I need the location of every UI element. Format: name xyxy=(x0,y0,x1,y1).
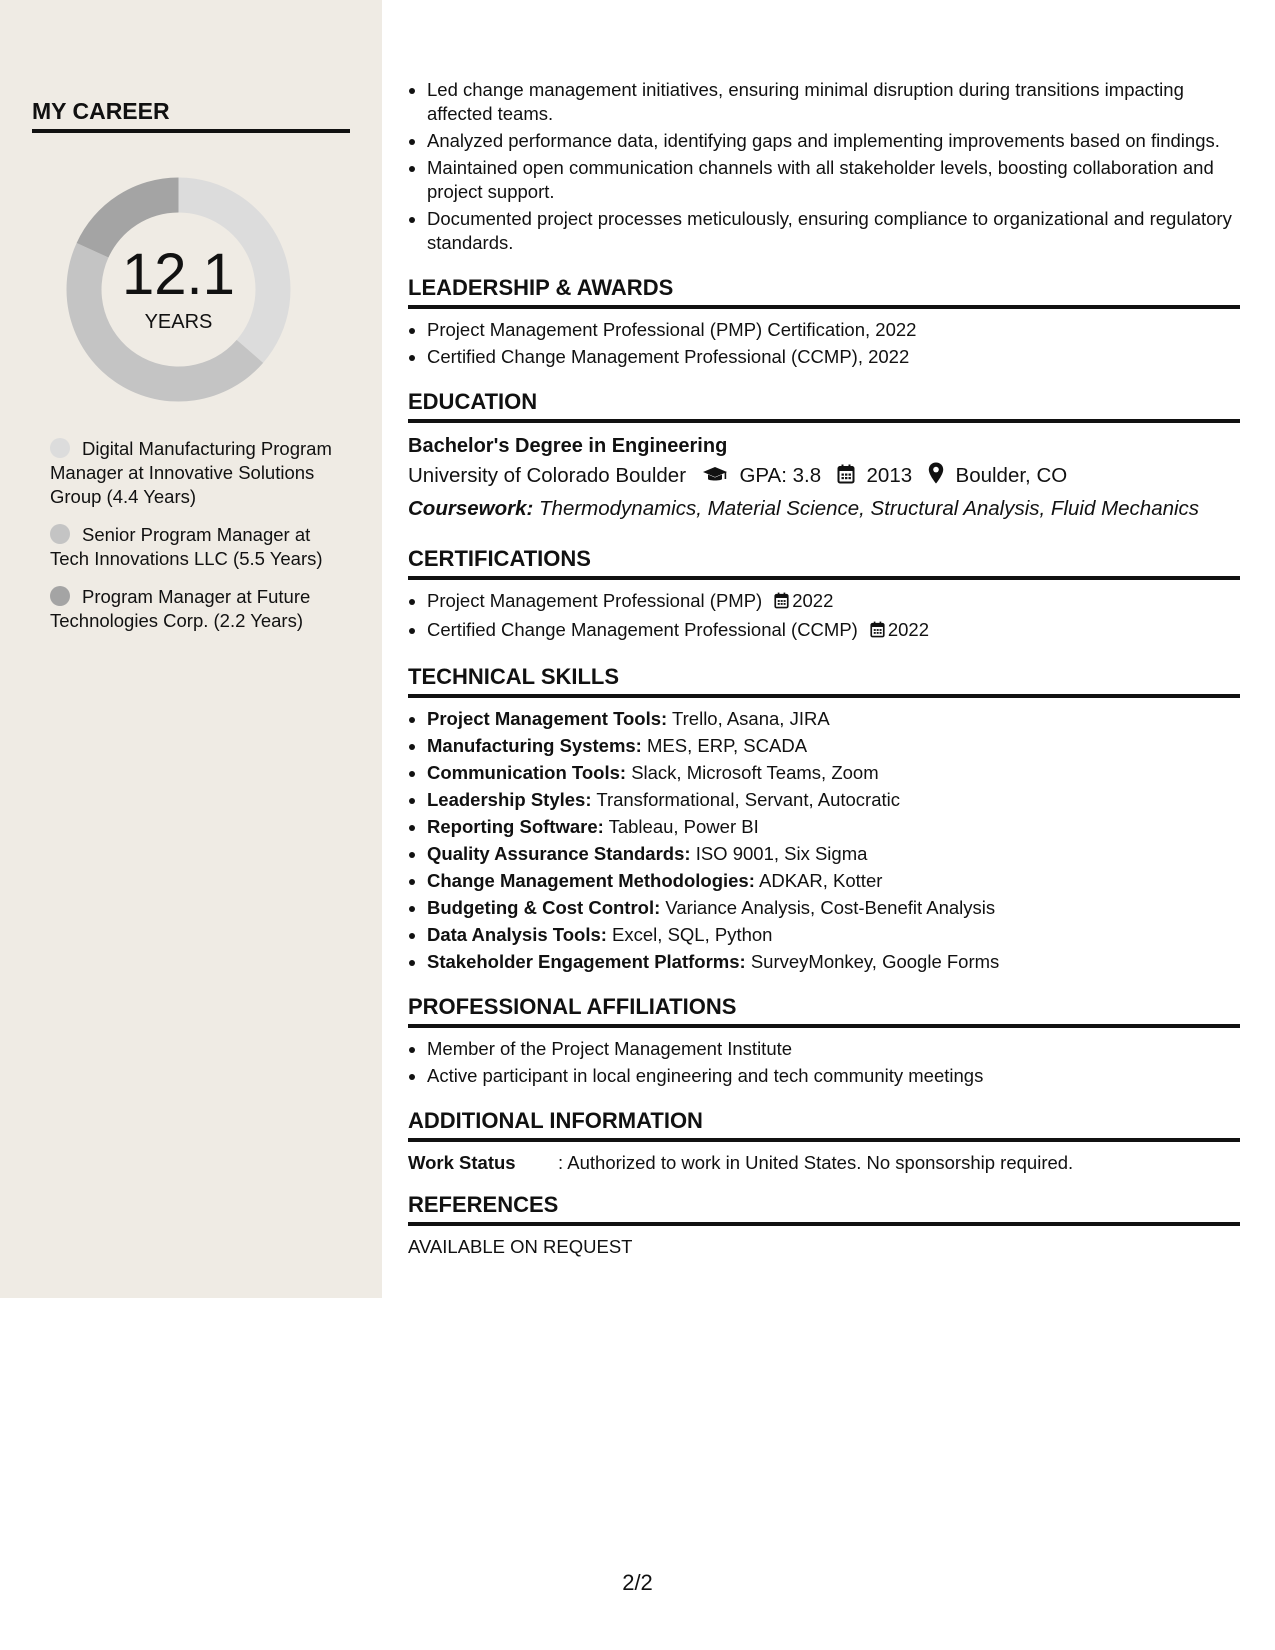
main-content xyxy=(408,78,1240,1259)
skill-value: Variance Analysis, Cost-Benefit Analysis xyxy=(665,897,996,918)
legend-item xyxy=(50,585,340,633)
skill-value: SurveyMonkey, Google Forms xyxy=(750,951,1000,972)
gpa: GPA: 3.8 xyxy=(739,464,822,487)
skill-value: Tableau, Power BI xyxy=(608,816,759,837)
skill-label: Quality Assurance Standards: xyxy=(427,843,691,864)
calendar-icon xyxy=(870,620,885,644)
graduation-cap-icon xyxy=(702,462,728,494)
skill-label: Communication Tools: xyxy=(427,762,627,783)
certification-item xyxy=(427,589,1240,615)
skill-item xyxy=(427,815,1240,839)
total-years-unit: YEARS xyxy=(144,311,213,333)
coursework-list: Thermodynamics, Material Science, Structural Analysis, Fluid Mechanics xyxy=(539,497,1200,520)
skill-item xyxy=(427,923,1240,947)
map-marker-icon xyxy=(928,462,944,494)
references-text: AVAILABLE ON REQUEST xyxy=(408,1236,633,1257)
career-heading: MY CAREER xyxy=(32,98,350,133)
skill-value: Excel, SQL, Python xyxy=(612,924,773,945)
skills-list xyxy=(408,707,1240,974)
skill-value: MES, ERP, SCADA xyxy=(647,735,808,756)
work-status-label: Work Status xyxy=(408,1152,516,1173)
graduation-year: 2013 xyxy=(866,464,913,487)
legend-label: Senior Program Manager at Tech Innovations LLC (5.5 Years) xyxy=(50,524,323,569)
certifications-list xyxy=(408,589,1240,644)
skill-value: Trello, Asana, JIRA xyxy=(672,708,830,729)
skill-value: ADKAR, Kotter xyxy=(759,870,883,891)
skill-item xyxy=(427,761,1240,785)
legend-dot xyxy=(50,586,70,606)
certification-item xyxy=(427,618,1240,644)
legend-dot xyxy=(50,524,70,544)
career-legend xyxy=(50,437,340,647)
affiliations-list xyxy=(408,1037,1240,1088)
affiliation-item: • Member of the Project Management Institute xyxy=(427,1037,1240,1061)
calendar-icon xyxy=(774,591,789,615)
skill-item xyxy=(427,896,1240,920)
coursework-label: Coursework: xyxy=(408,497,534,520)
affiliations-section-title: PROFESSIONAL AFFILIATIONS xyxy=(408,994,1240,1028)
leadership-item: • Project Management Professional (PMP) Certification, 2022 xyxy=(427,318,1240,342)
experience-bullet: • Led change management initiatives, ensuring minimal disruption during transitions impacting affected teams. xyxy=(427,78,1240,126)
skill-label: Change Management Methodologies: xyxy=(427,870,755,891)
skill-item xyxy=(427,842,1240,866)
skill-label: Project Management Tools: xyxy=(427,708,668,729)
total-years-number: 12.1 xyxy=(122,242,235,307)
certifications-section-title: CERTIFICATIONS xyxy=(408,546,1240,580)
legend-item xyxy=(50,437,340,509)
skill-label: Stakeholder Engagement Platforms: xyxy=(427,951,746,972)
work-status-row xyxy=(408,1151,1240,1175)
legend-dot xyxy=(50,438,70,458)
experience-bullet-list xyxy=(408,78,1240,255)
legend-item xyxy=(50,523,340,571)
sidebar xyxy=(0,0,382,1298)
education-section-title: EDUCATION xyxy=(408,389,1240,423)
certification-name: Certified Change Management Professional (CCMP) xyxy=(427,619,858,640)
skill-item xyxy=(427,788,1240,812)
skill-label: Budgeting & Cost Control: xyxy=(427,897,661,918)
skill-label: Leadership Styles: xyxy=(427,789,592,810)
certification-year: 2022 xyxy=(792,590,834,611)
skills-section-title: TECHNICAL SKILLS xyxy=(408,664,1240,698)
calendar-icon xyxy=(837,462,855,494)
legend-label: Digital Manufacturing Program Manager at Innovative Solutions Group (4.4 Years) xyxy=(50,438,332,507)
leadership-list xyxy=(408,318,1240,369)
coursework xyxy=(408,494,1240,524)
additional-section-title: ADDITIONAL INFORMATION xyxy=(408,1108,1240,1142)
skill-label: Reporting Software: xyxy=(427,816,604,837)
skill-item xyxy=(427,950,1240,974)
page-number: 2/2 xyxy=(622,1570,653,1595)
skill-item xyxy=(427,869,1240,893)
certification-year: 2022 xyxy=(887,619,929,640)
work-status-value: : Authorized to work in United States. No sponsorship required. xyxy=(558,1152,1074,1173)
affiliation-item: • Active participant in local engineering and tech community meetings xyxy=(427,1064,1240,1088)
skill-item xyxy=(427,707,1240,731)
experience-bullet: • Analyzed performance data, identifying gaps and implementing improvements based on findings. xyxy=(427,129,1240,153)
skill-value: Slack, Microsoft Teams, Zoom xyxy=(631,762,879,783)
leadership-item: • Certified Change Management Professional (CCMP), 2022 xyxy=(427,345,1240,369)
legend-label: Program Manager at Future Technologies Corp. (2.2 Years) xyxy=(50,586,311,631)
skill-label: Manufacturing Systems: xyxy=(427,735,642,756)
experience-bullet: • Maintained open communication channels with all stakeholder levels, boosting collaboration and project support. xyxy=(427,156,1240,204)
references-section-title: REFERENCES xyxy=(408,1192,1240,1226)
skill-value: ISO 9001, Six Sigma xyxy=(695,843,868,864)
education-details xyxy=(408,460,1240,494)
experience-bullet: • Documented project processes meticulously, ensuring compliance to organizational and regulatory standards. xyxy=(427,207,1240,255)
leadership-section-title: LEADERSHIP & AWARDS xyxy=(408,275,1240,309)
skill-value: Transformational, Servant, Autocratic xyxy=(596,789,900,810)
skill-label: Data Analysis Tools: xyxy=(427,924,607,945)
skill-item xyxy=(427,734,1240,758)
degree-title: Bachelor's Degree in Engineering xyxy=(408,435,728,457)
certification-name: Project Management Professional (PMP) xyxy=(427,590,763,611)
school-location: Boulder, CO xyxy=(955,464,1068,487)
school-name: University of Colorado Boulder xyxy=(408,464,687,487)
